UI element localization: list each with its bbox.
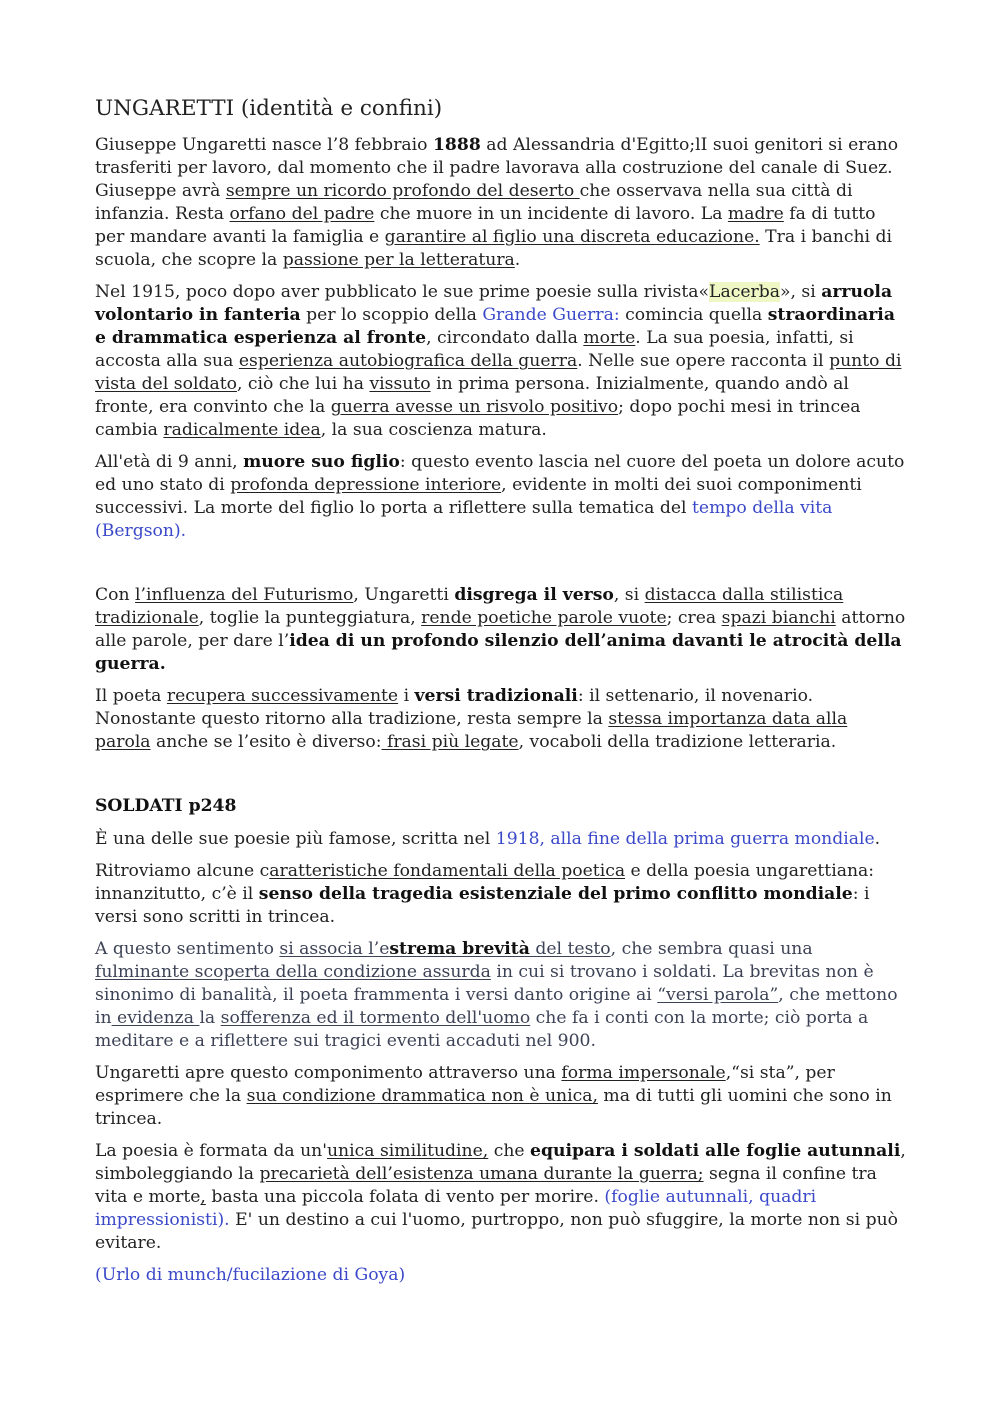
text-run: attorno alle parole, per dare l’ xyxy=(95,608,906,651)
underlined-run: unica similitudine, xyxy=(326,1141,489,1161)
bold-underlined-run: strema brevità xyxy=(389,939,530,959)
text-run: . La sua poesia, infatti, si accosta alla sua xyxy=(95,328,854,371)
blue-run: Grande Guerra: xyxy=(482,305,620,325)
underlined-run: morte xyxy=(583,328,636,348)
text-run: E' un destino a cui l'uomo, purtroppo, non può sfuggire, la morte non si può evitare. xyxy=(95,1210,898,1253)
bold-run: disgrega il verso xyxy=(454,585,614,605)
text-run: . xyxy=(874,829,881,849)
document-page xyxy=(95,94,907,1296)
underlined-run: spazi bianchi xyxy=(721,608,836,628)
text-run: in cui si trovano i soldati. La brevitas non è sinonimo di banalità, il poeta frammenta i versi danto origine ai xyxy=(95,962,874,1005)
text-run: ,“si sta”, per esprimere che la xyxy=(95,1063,835,1106)
text-run: . xyxy=(514,250,521,270)
underlined-run: , xyxy=(200,1187,206,1207)
text-run: , si xyxy=(613,585,645,605)
paragraph-poetics xyxy=(95,860,907,929)
text-run: la xyxy=(199,1008,221,1028)
text-run: fa di tutto per mandare avanti la famiglia e xyxy=(95,204,876,247)
text-run: comincia quella xyxy=(619,305,768,325)
text-run: basta una piccola folata di vento per morire. xyxy=(205,1187,605,1207)
text-run: ; crea xyxy=(666,608,722,628)
text-run: Giuseppe Ungaretti nasce l’8 febbraio xyxy=(95,135,433,155)
paragraph-soldati-intro xyxy=(95,828,907,851)
paragraph-tradition xyxy=(95,685,907,754)
section-heading-soldati: SOLDATI p248 xyxy=(95,796,237,816)
text-run: La poesia è formata da un' xyxy=(95,1141,327,1161)
text-run: All'età di 9 anni, xyxy=(95,452,244,472)
underlined-run: madre xyxy=(727,204,784,224)
paragraph-war xyxy=(95,281,907,442)
text-run: , circondato dalla xyxy=(426,328,584,348)
text-run: : il settenario, il novenario. Nonostante questo ritorno alla tradizione, resta sempre la xyxy=(95,686,814,729)
underlined-run: orfano del padre xyxy=(229,204,375,224)
text-run: Ritroviamo alcune c xyxy=(95,861,270,881)
text-run: ad Alessandria d'Egitto;lI suoi genitori si erano trasferiti per lavoro, dal momento che il padre lavorava alla costruzione del canale di Suez. Giuseppe avrà xyxy=(95,135,899,201)
text-run: che osservava nella sua città di infanzia. Resta xyxy=(95,181,853,224)
blue-run: tempo della vita (Bergson). xyxy=(95,498,833,541)
text-run: e della poesia ungarettiana: innanzitutto, c’è il xyxy=(95,861,875,904)
text-run: , che sembra quasi una xyxy=(610,939,813,959)
underlined-run: garantire al figlio una discreta educazione. xyxy=(384,227,760,247)
text-run: Il poeta xyxy=(95,686,167,706)
text-run: , vocaboli della tradizione letteraria. xyxy=(518,732,837,752)
text-run: : questo evento lascia nel cuore del poeta un dolore acuto ed uno stato di xyxy=(95,452,905,495)
underlined-run: “versi parola” xyxy=(657,985,779,1005)
underlined-run: passione per la letteratura xyxy=(282,250,515,270)
text-run: », si xyxy=(779,282,822,302)
bold-run: 1888 xyxy=(432,135,481,155)
text-run: Tra i banchi di scuola, che scopre la xyxy=(95,227,893,270)
underlined-run: frasi più legate xyxy=(381,732,519,752)
text-run: ; dopo pochi mesi in trincea cambia xyxy=(95,397,861,440)
text-run: , toglie la punteggiatura, xyxy=(198,608,422,628)
text-run: : i versi sono scritti in trincea. xyxy=(95,884,870,927)
underlined-run: distacca dalla stilistica tradizionale xyxy=(95,585,844,628)
text-run: , ciò che lui ha xyxy=(236,374,370,394)
text-run: Ungaretti apre questo componimento attraverso una xyxy=(95,1063,562,1083)
text-run: , che mettono in xyxy=(95,985,898,1028)
underlined-run: precarietà dell’esistenza umana durante la guerra; xyxy=(259,1164,704,1184)
text-run: . Nelle sue opere racconta il xyxy=(577,351,830,371)
underlined-run: recupera successivamente xyxy=(166,686,399,706)
text-run: , Ungaretti xyxy=(353,585,455,605)
text-run: È una delle sue poesie più famose, scritta nel xyxy=(95,829,496,849)
bold-run: equipara i soldati alle foglie autunnali xyxy=(530,1141,901,1161)
paragraph-references: (Urlo di munch/fucilazione di Goya) xyxy=(95,1265,406,1285)
spacer xyxy=(95,552,907,584)
text-run: anche se l’esito è diverso: xyxy=(150,732,382,752)
text-run: che xyxy=(488,1141,531,1161)
text-run: Nel 1915, poco dopo aver pubblicato le sue prime poesie sulla rivista« xyxy=(95,282,710,302)
underlined-run: radicalmente idea xyxy=(163,420,321,440)
underlined-run: sofferenza ed il tormento dell'uomo xyxy=(220,1008,531,1028)
underlined-run: si associa l’e xyxy=(279,939,390,959)
underlined-run: fulminante scoperta della condizione assurda xyxy=(95,962,491,982)
text-run: , evidente in molti dei suoi componimenti successivi. La morte del figlio lo porta a riflettere sulla tematica del xyxy=(95,475,862,518)
highlighted-run: Lacerba xyxy=(709,282,780,302)
underlined-run: guerra avesse un risvolo positivo xyxy=(330,397,619,417)
underlined-run: punto di vista del soldato xyxy=(95,351,902,394)
text-run: per lo scoppio della xyxy=(300,305,483,325)
underlined-run: del testo xyxy=(529,939,611,959)
underlined-run: stessa importanza data alla parola xyxy=(95,709,848,752)
text-run: in prima persona. Inizialmente, quando andò al fronte, era convinto che la xyxy=(95,374,849,417)
underlined-run: esperienza autobiografica della guerra xyxy=(238,351,578,371)
underlined-run: aratteristiche fondamentali della poetica xyxy=(269,861,626,881)
text-run: A questo sentimento xyxy=(95,939,280,959)
paragraph-brevity xyxy=(95,938,907,1053)
underlined-run: forma impersonale xyxy=(561,1063,726,1083)
underlined-run: l’influenza del Futurismo xyxy=(135,585,354,605)
text-run: che muore in un incidente di lavoro. La xyxy=(374,204,728,224)
paragraph-son xyxy=(95,451,907,543)
underlined-run: evidenza xyxy=(111,1008,200,1028)
underlined-run: rende poetiche parole vuote xyxy=(421,608,667,628)
bold-run: senso della tragedia esistenziale del primo conflitto mondiale xyxy=(258,884,853,904)
text-run: , la sua coscienza matura. xyxy=(320,420,547,440)
text-run: i xyxy=(398,686,415,706)
spacer xyxy=(95,763,907,795)
underlined-run: profonda depressione interiore xyxy=(230,475,502,495)
underlined-run: sempre un ricordo profondo del deserto xyxy=(225,181,580,201)
underlined-run: vissuto xyxy=(369,374,431,394)
document-title: UNGARETTI (identità e confini) xyxy=(95,96,443,121)
paragraph-impersonal xyxy=(95,1062,907,1131)
text-run: segna il confine tra vita e morte xyxy=(95,1164,877,1207)
paragraph-biography xyxy=(95,134,907,272)
text-run: che fa i conti con la morte; ciò porta a meditare e a riflettere sui tragici eventi accaduti nel 900. xyxy=(95,1008,869,1051)
bold-run: muore suo figlio xyxy=(243,452,400,472)
blue-run: (foglie autunnali, quadri impressionisti). xyxy=(95,1187,817,1230)
bold-run: versi tradizionali xyxy=(414,686,578,706)
underlined-run: sua condizione drammatica non è unica, xyxy=(246,1086,598,1106)
bold-run: straordinaria e drammatica esperienza al fronte xyxy=(95,305,895,348)
text-run: Con xyxy=(95,585,136,605)
text-run: ma di tutti gli uomini che sono in trincea. xyxy=(95,1086,892,1129)
text-run: , simboleggiando la xyxy=(95,1141,906,1184)
paragraph-simile xyxy=(95,1140,907,1255)
blue-run: 1918, alla fine della prima guerra mondiale xyxy=(495,829,875,849)
paragraph-futurism xyxy=(95,584,907,676)
bold-run: arruola volontario in fanteria xyxy=(95,282,893,325)
bold-run: idea di un profondo silenzio dell’anima davanti le atrocità della guerra. xyxy=(95,631,902,674)
